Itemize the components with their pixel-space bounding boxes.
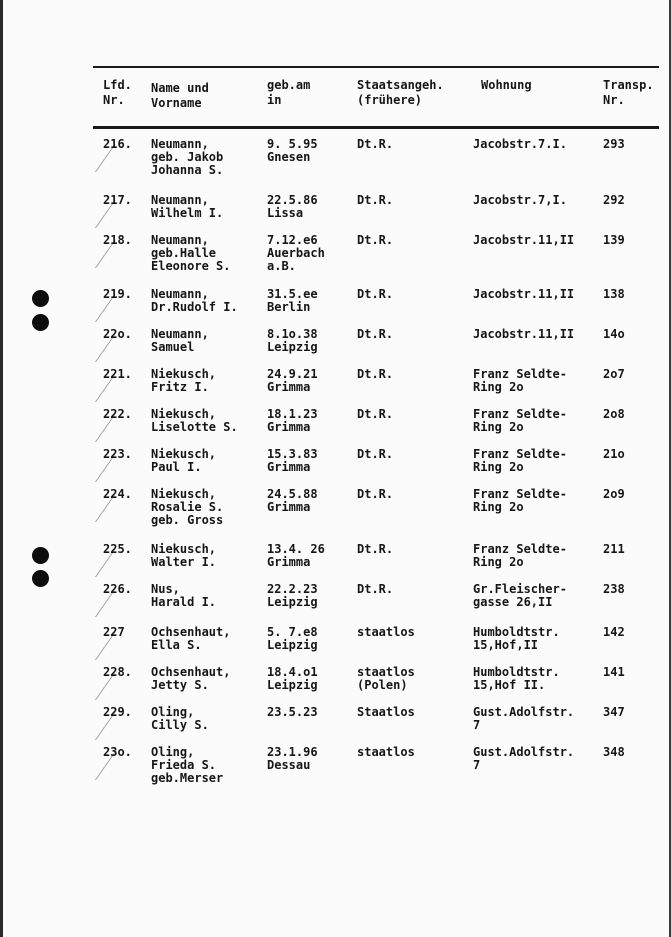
birth-info: 7.12.e6 Auerbach a.B. (267, 233, 325, 273)
nationality: Dt.R. (357, 137, 394, 151)
row-number: 226. (103, 582, 132, 596)
birth-info: 23.1.96 Dessau (267, 745, 318, 772)
header-staat: Staatsangeh. (frühere) (357, 78, 444, 107)
birth-info: 18.1.23 Grimma (267, 407, 318, 434)
address: Franz Seldte- Ring 2o (473, 487, 567, 514)
person-name: Niekusch, Fritz I. (151, 367, 217, 394)
nationality: Dt.R. (357, 407, 394, 421)
address: Jacobstr.7,I. (473, 193, 567, 207)
person-name: Neumann, geb.Halle Eleonore S. (151, 233, 231, 273)
birth-info: 18.4.o1 Leipzig (267, 665, 318, 692)
birth-info: 15.3.83 Grimma (267, 447, 318, 474)
row-number: 221. (103, 367, 132, 381)
address: Franz Seldte- Ring 2o (473, 542, 567, 569)
nationality: staatlos (357, 625, 415, 639)
row-number: 227 (103, 625, 125, 639)
transport-number: 238 (603, 582, 625, 596)
address: Franz Seldte- Ring 2o (473, 367, 567, 394)
transport-number: 348 (603, 745, 625, 759)
birth-info: 22.5.86 Lissa (267, 193, 318, 220)
transport-number: 2o7 (603, 367, 625, 381)
person-name: Neumann, Samuel (151, 327, 209, 354)
person-name: Ochsenhaut, Ella S. (151, 625, 231, 652)
person-name: Niekusch, Liselotte S. (151, 407, 238, 434)
address: Jacobstr.11,II (473, 327, 575, 341)
address: Jacobstr.7.I. (473, 137, 567, 151)
header-geb: geb.am in (267, 78, 311, 107)
row-number: 23o. (103, 745, 132, 759)
address: Franz Seldte- Ring 2o (473, 407, 567, 434)
punch-hole (32, 570, 49, 587)
punch-hole (32, 314, 49, 331)
row-number: 223. (103, 447, 132, 461)
nationality: staatlos (Polen) (357, 665, 415, 692)
transport-number: 21o (603, 447, 625, 461)
transport-number: 2o9 (603, 487, 625, 501)
header-rule (93, 126, 659, 129)
birth-info: 9. 5.95 Gnesen (267, 137, 318, 164)
person-name: Niekusch, Paul I. (151, 447, 217, 474)
row-number: 224. (103, 487, 132, 501)
punch-hole (32, 290, 49, 307)
header-nr: Lfd. Nr. (103, 78, 132, 107)
person-name: Neumann, Wilhelm I. (151, 193, 224, 220)
person-name: Neumann, Dr.Rudolf I. (151, 287, 238, 314)
nationality: Dt.R. (357, 487, 394, 501)
birth-info: 5. 7.e8 Leipzig (267, 625, 318, 652)
person-name: Niekusch, Rosalie S. geb. Gross (151, 487, 224, 527)
nationality: Dt.R. (357, 193, 394, 207)
nationality: Dt.R. (357, 367, 394, 381)
row-number: 219. (103, 287, 132, 301)
transport-number: 292 (603, 193, 625, 207)
person-name: Neumann, geb. Jakob Johanna S. (151, 137, 224, 177)
transport-number: 2o8 (603, 407, 625, 421)
address: Gust.Adolfstr. 7 (473, 705, 575, 732)
address: Jacobstr.11,II (473, 287, 575, 301)
birth-info: 23.5.23 (267, 705, 318, 719)
row-number: 217. (103, 193, 132, 207)
address: Jacobstr.11,II (473, 233, 575, 247)
transport-number: 14o (603, 327, 625, 341)
address: Humboldtstr. 15,Hof,II (473, 625, 560, 652)
punch-hole (32, 547, 49, 564)
person-name: Ochsenhaut, Jetty S. (151, 665, 231, 692)
nationality: Dt.R. (357, 582, 394, 596)
address: Humboldtstr. 15,Hof II. (473, 665, 560, 692)
birth-info: 13.4. 26 Grimma (267, 542, 325, 569)
transport-number: 138 (603, 287, 625, 301)
birth-info: 24.5.88 Grimma (267, 487, 318, 514)
row-number: 222. (103, 407, 132, 421)
header-transp: Transp. Nr. (603, 78, 654, 107)
top-rule (93, 66, 659, 68)
address: Gust.Adolfstr. 7 (473, 745, 575, 772)
transport-number: 293 (603, 137, 625, 151)
birth-info: 8.1o.38 Leipzig (267, 327, 318, 354)
birth-info: 31.5.ee Berlin (267, 287, 318, 314)
transport-number: 139 (603, 233, 625, 247)
nationality: Dt.R. (357, 287, 394, 301)
address: Gr.Fleischer- gasse 26,II (473, 582, 567, 609)
person-name: Niekusch, Walter I. (151, 542, 217, 569)
transport-number: 142 (603, 625, 625, 639)
row-number: 229. (103, 705, 132, 719)
nationality: Dt.R. (357, 327, 394, 341)
nationality: Dt.R. (357, 542, 394, 556)
header-name: Name und Vorname (151, 81, 209, 110)
row-number: 216. (103, 137, 132, 151)
birth-info: 24.9.21 Grimma (267, 367, 318, 394)
row-number: 225. (103, 542, 132, 556)
transport-number: 211 (603, 542, 625, 556)
nationality: staatlos (357, 745, 415, 759)
nationality: Dt.R. (357, 233, 394, 247)
address: Franz Seldte- Ring 2o (473, 447, 567, 474)
header-wohnung: Wohnung (481, 78, 532, 92)
nationality: Dt.R. (357, 447, 394, 461)
transport-number: 141 (603, 665, 625, 679)
row-number: 228. (103, 665, 132, 679)
row-number: 22o. (103, 327, 132, 341)
person-name: Oling, Cilly S. (151, 705, 209, 732)
birth-info: 22.2.23 Leipzig (267, 582, 318, 609)
person-name: Oling, Frieda S. geb.Merser (151, 745, 224, 785)
person-name: Nus, Harald I. (151, 582, 217, 609)
row-number: 218. (103, 233, 132, 247)
nationality: Staatlos (357, 705, 415, 719)
transport-number: 347 (603, 705, 625, 719)
